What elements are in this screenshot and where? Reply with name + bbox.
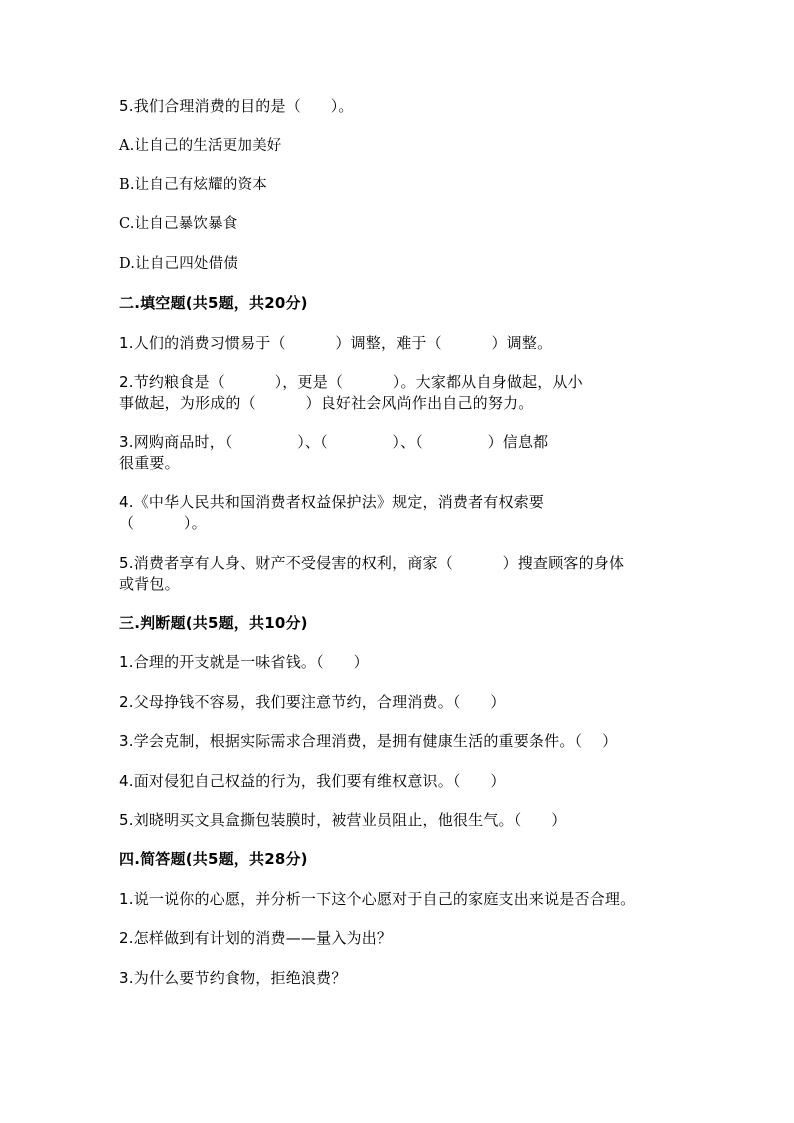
- fill-q5-line2: 或背包。: [119, 575, 180, 593]
- fill-q3-line2: 很重要。: [119, 454, 180, 472]
- judge-q4: 4.面对侵犯自己权益的行为，我们要有维权意识。（ ）: [119, 772, 506, 790]
- judge-heading: 三.判断题(共5题，共10分): [119, 614, 308, 632]
- short-answer-heading: 四.简答题(共5题，共28分): [119, 850, 308, 868]
- short-q1: 1.说一说你的心愿，并分析一下这个心愿对于自己的家庭支出来说是否合理。: [119, 890, 636, 908]
- option-a: A.让自己的生活更加美好: [119, 138, 282, 154]
- option-b: B.让自己有炫耀的资本: [119, 177, 267, 193]
- short-q3: 3.为什么要节约食物，拒绝浪费？: [119, 969, 347, 987]
- judge-q1: 1.合理的开支就是一味省钱。（ ）: [119, 653, 369, 671]
- judge-q3: 3.学会克制，根据实际需求合理消费，是拥有健康生活的重要条件。（ ）: [119, 732, 618, 750]
- judge-q2: 2.父母挣钱不容易，我们要注意节约，合理消费。（ ）: [119, 693, 506, 711]
- short-q2: 2.怎样做到有计划的消费——量入为出？: [119, 929, 393, 947]
- fill-q3-line1: 3.网购商品时，（ ）、（ ）、（ ）信息都: [119, 433, 549, 451]
- fill-q1: 1.人们的消费习惯易于（ ）调整，难于（ ）调整。: [119, 334, 553, 352]
- judge-q5: 5.刘晓明买文具盒撕包装膜时，被营业员阻止，他很生气。（ ）: [119, 811, 567, 829]
- fill-blank-heading: 二.填空题(共5题，共20分): [119, 294, 308, 312]
- question-5-stem: 5.我们合理消费的目的是（ ）。: [119, 97, 354, 115]
- fill-q4-line2: （ ）。: [119, 514, 207, 532]
- option-d: D.让自己四处借债: [119, 256, 239, 272]
- fill-q5-line1: 5.消费者享有人身、财产不受侵害的权利，商家（ ）搜查顾客的身体: [119, 554, 625, 572]
- fill-q4-line1: 4.《中华人民共和国消费者权益保护法》规定，消费者有权索要: [119, 493, 545, 511]
- fill-q2-line2: 事做起，为形成的（ ）良好社会风尚作出自己的努力。: [119, 394, 534, 412]
- fill-q2-line1: 2.节约粮食是（ ），更是（ ）。大家都从自身做起，从小: [119, 373, 583, 391]
- option-c: C.让自己暴饮暴食: [119, 216, 238, 232]
